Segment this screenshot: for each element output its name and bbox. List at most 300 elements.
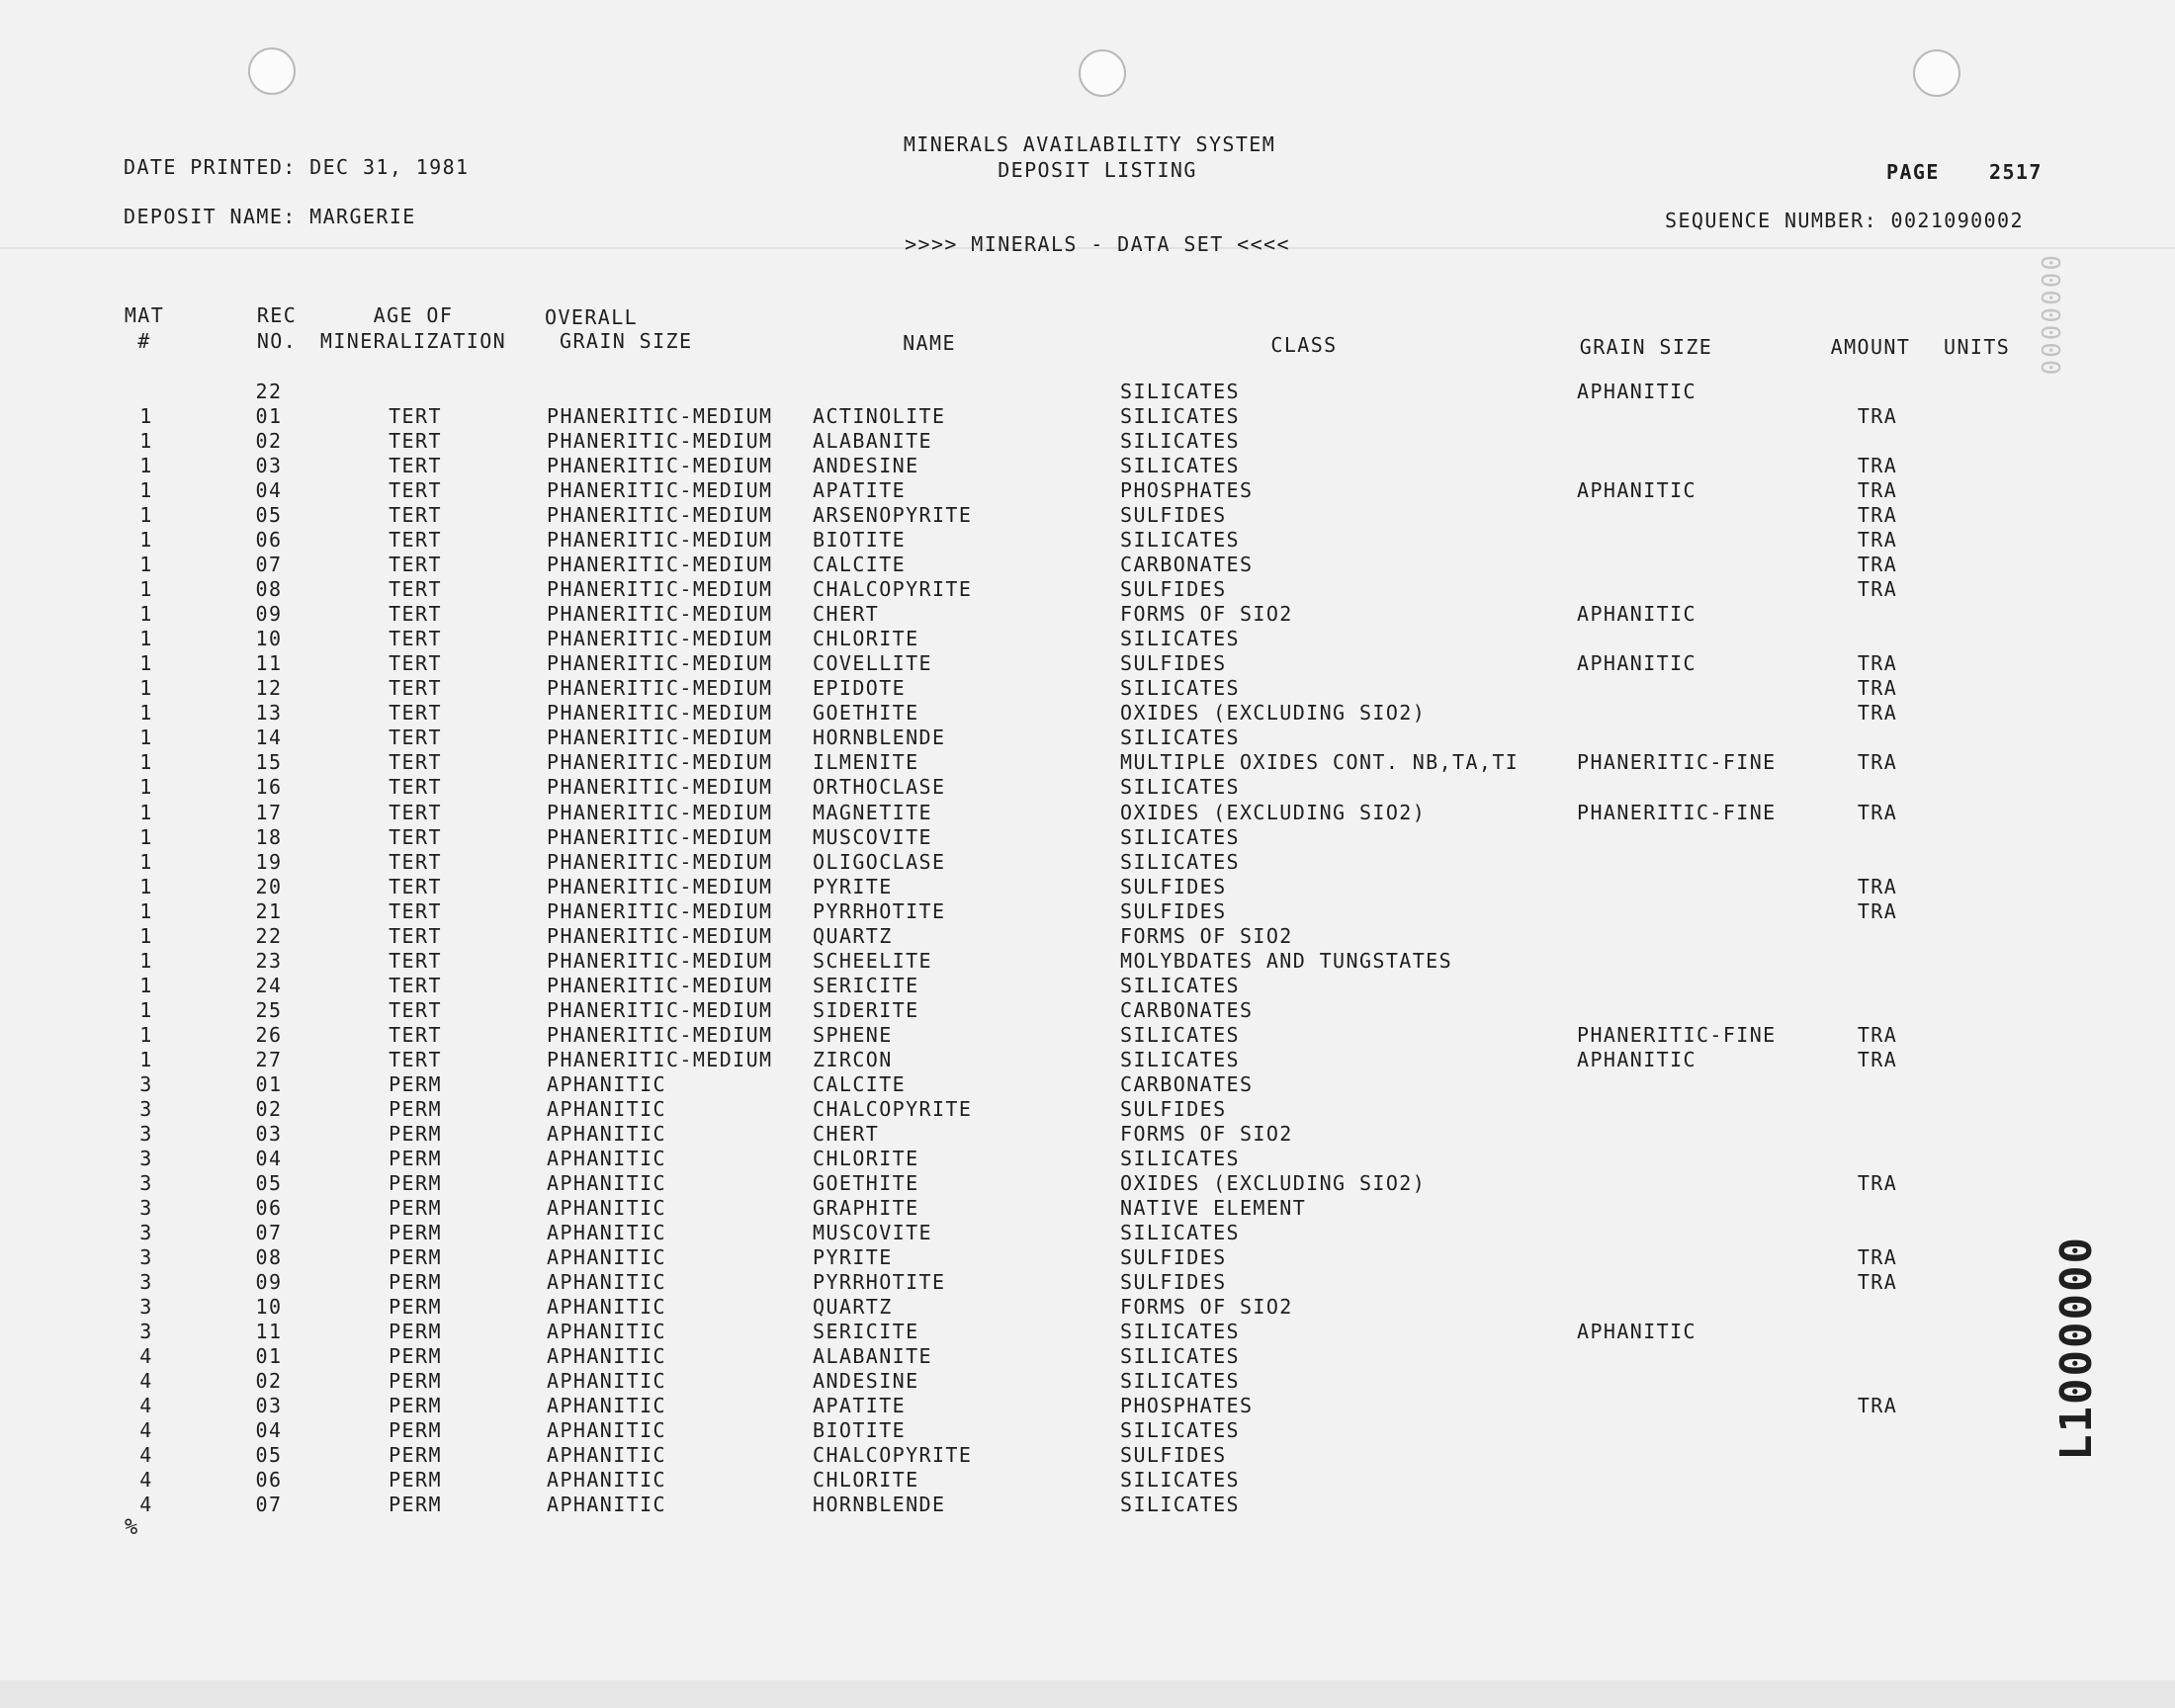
mat-number: 3 (139, 1245, 153, 1270)
table-row (0, 454, 2175, 478)
table-row (0, 1196, 2175, 1221)
table-row (0, 676, 2175, 701)
overall-grain-size: APHANITIC (547, 1096, 666, 1121)
overall-grain-size: PHANERITIC-MEDIUM (547, 577, 773, 602)
mat-number: 1 (139, 948, 153, 973)
mineral-name: GOETHITE (813, 1170, 919, 1195)
age-of-mineralization: TERT (389, 503, 442, 528)
table-row (0, 1468, 2175, 1493)
mineral-class: SILICATES (1120, 726, 1240, 750)
amount: TRA (1857, 454, 1898, 478)
mat-number: 4 (139, 1443, 153, 1468)
record-number: 02 (255, 429, 283, 454)
page-number: 2517 (1989, 160, 2043, 184)
overall-grain-size: PHANERITIC-MEDIUM (547, 553, 773, 577)
table-row (0, 627, 2175, 651)
table-row (0, 651, 2175, 676)
table-row (0, 503, 2175, 528)
age-of-mineralization: TERT (389, 478, 442, 503)
age-of-mineralization: PERM (389, 1096, 442, 1121)
table-row (0, 726, 2175, 750)
age-of-mineralization: PERM (389, 1245, 442, 1270)
mineral-name: BIOTITE (813, 528, 907, 553)
record-number: 19 (255, 849, 283, 874)
col-header-rec: REC (256, 303, 298, 327)
age-of-mineralization: TERT (389, 750, 442, 775)
overall-grain-size: APHANITIC (547, 1245, 666, 1270)
amount: TRA (1857, 874, 1898, 898)
mineral-class: SILICATES (1120, 1418, 1240, 1443)
mineral-class: SULFIDES (1120, 1245, 1227, 1270)
age-of-mineralization: PERM (389, 1394, 442, 1418)
mineral-name: MUSCOVITE (813, 824, 932, 849)
table-row (0, 775, 2175, 800)
overall-grain-size: PHANERITIC-MEDIUM (547, 726, 773, 750)
mineral-class: CARBONATES (1120, 1071, 1254, 1096)
record-number: 18 (255, 824, 283, 849)
overall-grain-size: PHANERITIC-MEDIUM (547, 429, 773, 454)
amount: TRA (1857, 404, 1898, 429)
mineral-class: SILICATES (1120, 775, 1240, 800)
overall-grain-size: PHANERITIC-MEDIUM (547, 404, 773, 429)
record-number: 04 (255, 1146, 283, 1170)
mineral-name: COVELLITE (813, 651, 932, 676)
mat-number: 1 (139, 1022, 153, 1047)
overall-grain-size: APHANITIC (547, 1121, 666, 1146)
overall-grain-size: PHANERITIC-MEDIUM (547, 627, 773, 651)
age-of-mineralization: TERT (389, 849, 442, 874)
age-of-mineralization: PERM (389, 1493, 442, 1517)
date-printed: DATE PRINTED: DEC 31, 1981 (124, 155, 470, 179)
overall-grain-size: PHANERITIC-MEDIUM (547, 948, 773, 973)
overall-grain-size: APHANITIC (547, 1170, 666, 1195)
mineral-class: OXIDES (EXCLUDING SIO2) (1120, 800, 1427, 824)
amount: TRA (1857, 1170, 1898, 1195)
mat-number: 1 (139, 824, 153, 849)
mineral-name: ALABANITE (813, 429, 932, 454)
record-number: 13 (255, 701, 283, 726)
mineral-class: SILICATES (1120, 824, 1240, 849)
mineral-class: SILICATES (1120, 454, 1240, 478)
mat-number: 1 (139, 1047, 153, 1071)
mat-number: 1 (139, 503, 153, 528)
age-of-mineralization: PERM (389, 1468, 442, 1493)
overall-grain-size: APHANITIC (547, 1394, 666, 1418)
mat-number: 4 (139, 1394, 153, 1418)
mineral-class: FORMS OF SIO2 (1120, 1121, 1293, 1146)
table-row (0, 1072, 2175, 1097)
age-of-mineralization: TERT (389, 948, 442, 973)
mineral-class: FORMS OF SIO2 (1120, 602, 1293, 627)
mineral-name: APATITE (813, 1394, 907, 1418)
mineral-name: PYRRHOTITE (813, 1270, 946, 1295)
record-number: 21 (255, 898, 283, 923)
age-of-mineralization: PERM (389, 1195, 442, 1220)
mat-number: 1 (139, 750, 153, 775)
age-of-mineralization: TERT (389, 874, 442, 898)
record-number: 22 (255, 380, 283, 403)
faint-vertical-stamp: 0000000 (2035, 255, 2064, 378)
age-of-mineralization: TERT (389, 923, 442, 948)
age-of-mineralization: PERM (389, 1418, 442, 1443)
mat-number: 1 (139, 800, 153, 824)
overall-grain-size: APHANITIC (547, 1344, 666, 1369)
mineral-name: SERICITE (813, 1320, 919, 1344)
table-row (0, 1048, 2175, 1072)
overall-grain-size: PHANERITIC-MEDIUM (547, 454, 773, 478)
page-label: PAGE (1886, 160, 1940, 184)
col-header-rec-no: NO. (256, 329, 298, 353)
table-row (0, 924, 2175, 949)
overall-grain-size: PHANERITIC-MEDIUM (547, 973, 773, 997)
age-of-mineralization: TERT (389, 602, 442, 627)
amount: TRA (1857, 1047, 1898, 1071)
amount: TRA (1857, 800, 1898, 824)
mineral-class: SULFIDES (1120, 1270, 1227, 1295)
amount: TRA (1857, 577, 1898, 602)
col-header-overall-grain: GRAIN SIZE (560, 329, 693, 353)
overall-grain-size: PHANERITIC-MEDIUM (547, 874, 773, 898)
table-row (0, 825, 2175, 850)
age-of-mineralization: TERT (389, 651, 442, 676)
mineral-name: SIDERITE (813, 997, 919, 1022)
overall-grain-size: PHANERITIC-MEDIUM (547, 997, 773, 1022)
mineral-class: SULFIDES (1120, 651, 1227, 676)
age-of-mineralization: PERM (389, 1221, 442, 1245)
mineral-class: OXIDES (EXCLUDING SIO2) (1120, 1170, 1427, 1195)
age-of-mineralization: TERT (389, 454, 442, 478)
overall-grain-size: APHANITIC (547, 1195, 666, 1220)
mineral-name: ANDESINE (813, 1369, 919, 1394)
mat-number: 3 (139, 1071, 153, 1096)
mat-number: 1 (139, 849, 153, 874)
table-row (0, 801, 2175, 825)
record-number: 23 (255, 948, 283, 973)
mineral-class: SILICATES (1120, 404, 1240, 429)
mineral-name: BIOTITE (813, 1418, 907, 1443)
mat-number: 3 (139, 1221, 153, 1245)
record-number: 03 (255, 1121, 283, 1146)
mineral-name: QUARTZ (813, 1295, 893, 1320)
mineral-class: SULFIDES (1120, 898, 1227, 923)
age-of-mineralization: PERM (389, 1344, 442, 1369)
mineral-class: SILICATES (1120, 973, 1240, 997)
section-title: >>>> MINERALS - DATA SET <<<< (905, 232, 1290, 256)
mat-number: 3 (139, 1121, 153, 1146)
mineral-name: GOETHITE (813, 701, 919, 726)
mineral-class: SILICATES (1120, 849, 1240, 874)
table-row (0, 1295, 2175, 1320)
table-row (0, 1369, 2175, 1394)
mineral-name: ORTHOCLASE (813, 775, 946, 800)
record-number: 16 (255, 775, 283, 800)
col-header-class: CLASS (1270, 333, 1338, 357)
mineral-name: CHALCOPYRITE (813, 1096, 973, 1121)
mineral-name: SPHENE (813, 1022, 893, 1047)
mineral-class: SILICATES (1120, 1047, 1240, 1071)
mat-number: 1 (139, 775, 153, 800)
age-of-mineralization: PERM (389, 1170, 442, 1195)
mat-number: 3 (139, 1270, 153, 1295)
binder-hole-left (248, 47, 296, 95)
mineral-name: SCHEELITE (813, 948, 932, 973)
mat-number: 1 (139, 404, 153, 429)
grain-size: APHANITIC (1577, 478, 1696, 503)
mineral-name: CHALCOPYRITE (813, 577, 973, 602)
table-row (0, 1320, 2175, 1344)
age-of-mineralization: PERM (389, 1443, 442, 1468)
mineral-class: SULFIDES (1120, 874, 1227, 898)
overall-grain-size: APHANITIC (547, 1146, 666, 1170)
table-row (0, 1245, 2175, 1270)
record-number: 10 (255, 627, 283, 651)
grain-size: PHANERITIC-FINE (1577, 800, 1777, 824)
record-number: 05 (255, 1443, 283, 1468)
mineral-class: SILICATES (1120, 1022, 1240, 1047)
age-of-mineralization: PERM (389, 1369, 442, 1394)
col-header-units: UNITS (1944, 335, 2011, 359)
mineral-class: SILICATES (1120, 1493, 1240, 1517)
mineral-class: NATIVE ELEMENT (1120, 1195, 1307, 1220)
table-row (0, 1418, 2175, 1443)
table-row (0, 850, 2175, 875)
amount: TRA (1857, 750, 1898, 775)
grain-size: PHANERITIC-FINE (1577, 1022, 1777, 1047)
mineral-class: CARBONATES (1120, 553, 1254, 577)
record-number: 06 (255, 1468, 283, 1493)
record-number: 14 (255, 726, 283, 750)
record-number: 09 (255, 1270, 283, 1295)
overall-grain-size: PHANERITIC-MEDIUM (547, 898, 773, 923)
overall-grain-size: PHANERITIC-MEDIUM (547, 1022, 773, 1047)
report-subtitle: DEPOSIT LISTING (998, 158, 1197, 182)
mineral-class: SILICATES (1120, 380, 1240, 403)
mineral-class: SILICATES (1120, 1369, 1240, 1394)
mineral-name: ARSENOPYRITE (813, 503, 973, 528)
overall-grain-size: PHANERITIC-MEDIUM (547, 849, 773, 874)
record-number: 02 (255, 1096, 283, 1121)
table-row (0, 404, 2175, 429)
mineral-name: CHLORITE (813, 627, 919, 651)
age-of-mineralization: TERT (389, 997, 442, 1022)
amount: TRA (1857, 478, 1898, 503)
age-of-mineralization: TERT (389, 1047, 442, 1071)
mineral-name: SERICITE (813, 973, 919, 997)
mineral-class: SULFIDES (1120, 1096, 1227, 1121)
mineral-name: OLIGOCLASE (813, 849, 946, 874)
page-stamp-number: L1000000 (2051, 1236, 2102, 1461)
mat-number: 4 (139, 1344, 153, 1369)
mineral-class: SILICATES (1120, 1320, 1240, 1344)
mat-number: 1 (139, 676, 153, 701)
age-of-mineralization: TERT (389, 553, 442, 577)
mineral-class: SILICATES (1120, 1344, 1240, 1369)
amount: TRA (1857, 1270, 1898, 1295)
age-of-mineralization: TERT (389, 627, 442, 651)
age-of-mineralization: TERT (389, 676, 442, 701)
age-of-mineralization: TERT (389, 701, 442, 726)
mineral-name: ACTINOLITE (813, 404, 946, 429)
overall-grain-size: APHANITIC (547, 1443, 666, 1468)
record-number: 22 (255, 923, 283, 948)
mineral-name: CHLORITE (813, 1146, 919, 1170)
mat-number: 1 (139, 701, 153, 726)
mineral-class: SILICATES (1120, 1221, 1240, 1245)
table-row (0, 1147, 2175, 1171)
mineral-class: SILICATES (1120, 429, 1240, 454)
overall-grain-size: PHANERITIC-MEDIUM (547, 1047, 773, 1071)
record-number: 03 (255, 454, 283, 478)
mineral-name: CHALCOPYRITE (813, 1443, 973, 1468)
col-header-overall: OVERALL (545, 305, 639, 329)
mat-number: 1 (139, 651, 153, 676)
mat-number: 1 (139, 726, 153, 750)
amount: TRA (1857, 701, 1898, 726)
record-number: 02 (255, 1369, 283, 1394)
mat-number: 1 (139, 923, 153, 948)
record-number: 05 (255, 503, 283, 528)
overall-grain-size: PHANERITIC-MEDIUM (547, 602, 773, 627)
amount: TRA (1857, 898, 1898, 923)
record-number: 01 (255, 404, 283, 429)
mineral-name: CHLORITE (813, 1468, 919, 1493)
mat-number: 1 (139, 602, 153, 627)
col-header-mat: MAT (124, 303, 165, 327)
table-row (0, 875, 2175, 899)
mat-number: 1 (139, 874, 153, 898)
record-number: 08 (255, 577, 283, 602)
overall-grain-size: PHANERITIC-MEDIUM (547, 676, 773, 701)
mat-number: 1 (139, 454, 153, 478)
mineral-class: PHOSPHATES (1120, 1394, 1254, 1418)
deposit-name: DEPOSIT NAME: MARGERIE (124, 205, 416, 228)
overall-grain-size: APHANITIC (547, 1270, 666, 1295)
grain-size: APHANITIC (1577, 1320, 1696, 1344)
mineral-class: SILICATES (1120, 627, 1240, 651)
mineral-name: APATITE (813, 478, 907, 503)
amount: TRA (1857, 1245, 1898, 1270)
overall-grain-size: APHANITIC (547, 1320, 666, 1344)
table-row (0, 701, 2175, 726)
amount: TRA (1857, 676, 1898, 701)
amount: TRA (1857, 553, 1898, 577)
record-number: 11 (255, 651, 283, 676)
table-row (0, 1443, 2175, 1468)
mat-number: 1 (139, 528, 153, 553)
overall-grain-size: APHANITIC (547, 1418, 666, 1443)
age-of-mineralization: TERT (389, 404, 442, 429)
mineral-class: SULFIDES (1120, 503, 1227, 528)
mineral-class: MOLYBDATES AND TUNGSTATES (1120, 948, 1453, 973)
age-of-mineralization: PERM (389, 1071, 442, 1096)
table-row (0, 577, 2175, 602)
table-row (0, 949, 2175, 974)
mineral-class: SILICATES (1120, 528, 1240, 553)
record-number: 04 (255, 478, 283, 503)
mineral-name: CHERT (813, 1121, 880, 1146)
age-of-mineralization: TERT (389, 429, 442, 454)
mineral-name: EPIDOTE (813, 676, 907, 701)
overall-grain-size: APHANITIC (547, 1369, 666, 1394)
record-number: 11 (255, 1320, 283, 1344)
overall-grain-size: PHANERITIC-MEDIUM (547, 923, 773, 948)
mat-number: 3 (139, 1096, 153, 1121)
record-number: 05 (255, 1170, 283, 1195)
overall-grain-size: APHANITIC (547, 1071, 666, 1096)
amount: TRA (1857, 503, 1898, 528)
mineral-name: PYRITE (813, 874, 893, 898)
age-of-mineralization: PERM (389, 1320, 442, 1344)
overall-grain-size: PHANERITIC-MEDIUM (547, 824, 773, 849)
overall-grain-size: PHANERITIC-MEDIUM (547, 478, 773, 503)
overall-grain-size: APHANITIC (547, 1221, 666, 1245)
overall-grain-size: PHANERITIC-MEDIUM (547, 775, 773, 800)
table-row (0, 528, 2175, 553)
mat-number: 4 (139, 1493, 153, 1517)
table-row (0, 974, 2175, 998)
mineral-name: ALABANITE (813, 1344, 932, 1369)
grain-size: APHANITIC (1577, 602, 1696, 627)
record-number: 17 (255, 800, 283, 824)
mat-number: 1 (139, 997, 153, 1022)
col-header-mineralization: MINERALIZATION (319, 329, 507, 353)
mineral-class: MULTIPLE OXIDES CONT. NB,TA,TI (1120, 750, 1520, 775)
record-number: 26 (255, 1022, 283, 1047)
table-row (0, 553, 2175, 577)
mat-number: 3 (139, 1146, 153, 1170)
record-number: 07 (255, 1493, 283, 1517)
grain-size: APHANITIC (1577, 1047, 1696, 1071)
mineral-name: CALCITE (813, 1071, 907, 1096)
record-number: 27 (255, 1047, 283, 1071)
mat-number: 3 (139, 1195, 153, 1220)
record-number: 01 (255, 1071, 283, 1096)
scanner-bottom-strip (0, 1680, 2175, 1708)
mineral-class: SULFIDES (1120, 1443, 1227, 1468)
mineral-class: SILICATES (1120, 1468, 1240, 1493)
mineral-name: CALCITE (813, 553, 907, 577)
col-header-amount: AMOUNT (1830, 335, 1911, 359)
grain-size: PHANERITIC-FINE (1577, 750, 1777, 775)
overall-grain-size: PHANERITIC-MEDIUM (547, 503, 773, 528)
mat-number: 4 (139, 1369, 153, 1394)
col-header-age: AGE OF (373, 303, 454, 327)
amount: TRA (1857, 1394, 1898, 1418)
record-number: 20 (255, 874, 283, 898)
col-header-grain-size: GRAIN SIZE (1579, 335, 1713, 359)
binder-hole-center (1079, 49, 1126, 97)
mineral-class: FORMS OF SIO2 (1120, 1295, 1293, 1320)
mineral-name: CHERT (813, 602, 880, 627)
mat-number: 1 (139, 898, 153, 923)
mineral-class: CARBONATES (1120, 997, 1254, 1022)
age-of-mineralization: TERT (389, 898, 442, 923)
mat-number: 3 (139, 1170, 153, 1195)
col-header-name: NAME (903, 331, 956, 355)
mat-number: 1 (139, 577, 153, 602)
table-row (0, 750, 2175, 775)
table-row (0, 429, 2175, 454)
mineral-class: OXIDES (EXCLUDING SIO2) (1120, 701, 1427, 726)
record-number: 03 (255, 1394, 283, 1418)
age-of-mineralization: PERM (389, 1121, 442, 1146)
grain-size: APHANITIC (1577, 651, 1696, 676)
mineral-class: SULFIDES (1120, 577, 1227, 602)
age-of-mineralization: TERT (389, 775, 442, 800)
mineral-name: MUSCOVITE (813, 1221, 932, 1245)
mat-number: 4 (139, 1468, 153, 1493)
overall-grain-size: PHANERITIC-MEDIUM (547, 651, 773, 676)
